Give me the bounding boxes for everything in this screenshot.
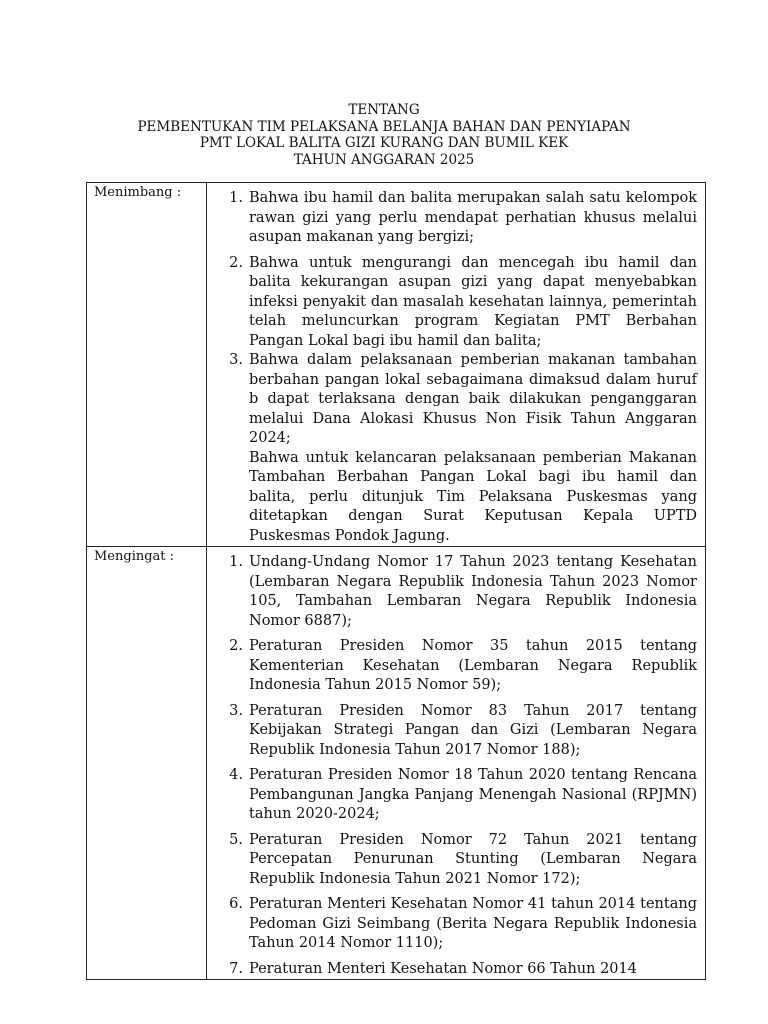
item-text: Peraturan Presiden Nomor 35 tahun 2015 tentang Kementerian Kesehatan (Lembaran Negara Republik Indonesia Tahun 2015 Nomor 59);: [249, 638, 697, 693]
item-text: Bahwa untuk mengurangi dan mencegah ibu hamil dan balita kekurangan asupan gizi yang dapat menyebabkan infeksi penyakit dan masalah kesehatan lainnya, pemerintah telah meluncurkan program Kegiatan PMT Berbahan Pangan Lokal bagi ibu hamil dan balita;: [249, 254, 697, 349]
list-item: [207, 553, 697, 631]
list-item: [207, 189, 697, 248]
mengingat-content: [207, 547, 706, 980]
list-item: [207, 895, 697, 954]
menimbang-row: [87, 183, 706, 547]
menimbang-list: [207, 189, 697, 449]
list-item: [207, 637, 697, 696]
document-heading: [0, 102, 768, 168]
list-item: [207, 351, 697, 449]
mengingat-list: [207, 553, 697, 979]
item-text: Undang-Undang Nomor 17 Tahun 2023 tentang Kesehatan (Lembaran Negara Republik Indonesia Tahun 2023 Nomor 105, Tambahan Lembaran Negara Republik Indonesia Nomor 6887);: [249, 554, 697, 629]
menimbang-content: [207, 183, 706, 547]
menimbang-label: Menimbang :: [87, 183, 207, 547]
list-item: [207, 702, 697, 761]
list-item: [207, 960, 697, 980]
item-number: 1.: [229, 554, 243, 570]
considerations-table: [86, 182, 706, 980]
item-text: Peraturan Presiden Nomor 72 Tahun 2021 tentang Percepatan Penurunan Stunting (Lembaran Negara Republik Indonesia Tahun 2021 Nomor 172);: [249, 831, 697, 887]
menimbang-extra-paragraph: [207, 449, 697, 547]
heading-line-1: TENTANG: [348, 102, 420, 118]
heading-line-2: PEMBENTUKAN TIM PELAKSANA BELANJA BAHAN DAN PENYIAPAN: [137, 118, 631, 135]
item-number: 1.: [229, 190, 243, 206]
mengingat-label: Mengingat :: [87, 547, 207, 980]
item-number: 7.: [229, 960, 243, 977]
list-item: [207, 254, 697, 352]
list-item: [207, 766, 697, 825]
item-number: 3.: [229, 352, 243, 368]
item-text: Bahwa ibu hamil dan balita merupakan salah satu kelompok rawan gizi yang perlu mendapat perhatian khusus melalui asupan makanan yang bergizi;: [249, 190, 697, 245]
item-number: 6.: [229, 896, 243, 912]
paragraph-text: Bahwa untuk kelancaran pelaksanaan pemberian Makanan Tambahan Berbahan Pangan Lokal bagi ibu hamil dan balita, perlu ditunjuk Tim Pelaksana Puskesmas yang ditetapkan dengan Surat Keputusan Kepala UPTD Puskesmas Pondok Jagung.: [249, 449, 697, 544]
item-number: 2.: [229, 254, 243, 271]
item-text: Peraturan Menteri Kesehatan Nomor 66 Tahun 2014: [249, 960, 637, 977]
mengingat-row: [87, 547, 706, 980]
item-number: 3.: [229, 702, 243, 719]
item-number: 4.: [229, 767, 243, 783]
item-text: Peraturan Presiden Nomor 18 Tahun 2020 tentang Rencana Pembangunan Jangka Panjang Menengah Nasional (RPJMN) tahun 2020-2024;: [249, 767, 697, 822]
item-text: Bahwa dalam pelaksanaan pemberian makanan tambahan berbahan pangan lokal sebagaimana dimaksud dalam huruf b dapat terlaksana dengan baik dilakukan penganggaran melalui Dana Alokasi Khusus Non Fisik Tahun Anggaran 2024;: [249, 352, 697, 446]
heading-line-4: TAHUN ANGGARAN 2025: [293, 151, 475, 168]
item-number: 5.: [229, 831, 243, 848]
item-number: 2.: [229, 638, 243, 654]
item-text: Peraturan Menteri Kesehatan Nomor 41 tahun 2014 tentang Pedoman Gizi Seimbang (Berita Negara Republik Indonesia Tahun 2014 Nomor 1110);: [249, 896, 697, 951]
item-text: Peraturan Presiden Nomor 83 Tahun 2017 tentang Kebijakan Strategi Pangan dan Gizi (Lembaran Negara Republik Indonesia Tahun 2017 Nomor 188);: [249, 702, 697, 758]
heading-line-3: PMT LOKAL BALITA GIZI KURANG DAN BUMIL KEK: [199, 135, 569, 151]
list-item: [207, 831, 697, 890]
